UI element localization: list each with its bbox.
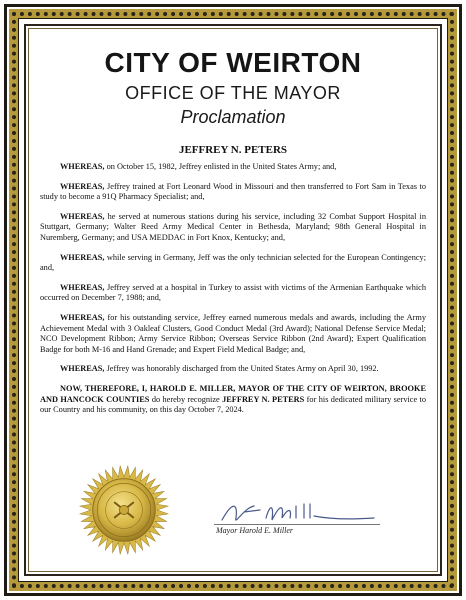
whereas-lead: WHEREAS, (60, 211, 105, 221)
office-title: OFFICE OF THE MAYOR (125, 83, 341, 103)
whereas-paragraph (40, 162, 426, 173)
whereas-paragraph (40, 313, 426, 355)
closing-paragraph (40, 384, 426, 416)
closing-text: for his dedicated military service to our Country and his community, on this day October 7, 2024. (40, 394, 426, 415)
whereas-lead: WHEREAS, (60, 312, 105, 322)
whereas-lead: WHEREAS, (60, 162, 105, 171)
whereas-lead: WHEREAS, (60, 282, 105, 292)
gold-seal-icon (78, 464, 170, 556)
paragraph-text: on October 15, 1982, Jeffrey enlisted in the United States Army; and, (104, 162, 337, 171)
document-type: Proclamation (180, 107, 286, 127)
whereas-lead: WHEREAS, (60, 181, 105, 191)
signature-block (214, 498, 392, 538)
whereas-lead: WHEREAS, (60, 364, 105, 374)
whereas-paragraph (40, 283, 426, 304)
whereas-paragraph (40, 182, 426, 203)
paragraph-text: he served at numerous stations during his service, including 32 Combat Support Hospital in Stuttgart, Germany; Walter Reed Army Medical Center in Bethesda, Maryland; 98th General Hospital in Nuremberg, Germany; and USA MEDDAC in Fort Knox, Kentucky; and, (40, 211, 426, 242)
paragraph-text: Jeffrey trained at Fort Leonard Wood in Missouri and then transferred to Fort Sam in Texas to study to become a 91Q Pharmacy Specialist; and, (40, 181, 426, 202)
closing-lead: NOW, THEREFORE, I, HAROLD E. MILLER, MAYOR OF THE CITY OF WEIRTON, BROOKE AND HANCOCK COUNTIES (40, 383, 426, 404)
whereas-paragraph (40, 253, 426, 274)
closing-middle: do hereby recognize (149, 394, 223, 404)
city-title: CITY OF WEIRTON (104, 47, 362, 78)
signature-line (214, 524, 380, 525)
whereas-lead: WHEREAS, (60, 252, 105, 262)
honoree-name: JEFFREY N. PETERS (178, 144, 288, 156)
closing-honoree: JEFFREY N. PETERS (222, 394, 305, 404)
paragraph-text: while serving in Germany, Jeff was the only technician selected for the European Contingency; and, (40, 252, 426, 273)
whereas-paragraph (40, 212, 426, 244)
whereas-paragraph (40, 364, 426, 375)
paragraph-text: Jeffrey was honorably discharged from the United States Army on April 30, 1992. (104, 364, 379, 374)
signature-caption: Mayor Harold E. Miller (216, 526, 294, 535)
paragraph-text: for his outstanding service, Jeffrey earned numerous medals and awards, including the Army Achievement Medal with 3 Oakleaf Clusters, Good Conduct Medal (3rd Award); National Defense Service Medal; NCO Development Ribbon; Army Service Ribbon; Overseas Service Ribbon (2nd Award); Expert Qualification Badge for both M-16 and Hand Grenade; and Expert Field Medical Badge; and, (40, 312, 426, 354)
paragraph-text: Jeffrey served at a hospital in Turkey to assist with victims of the Armenian Earthquake which occurred on December 7, 1988; and, (40, 282, 426, 303)
